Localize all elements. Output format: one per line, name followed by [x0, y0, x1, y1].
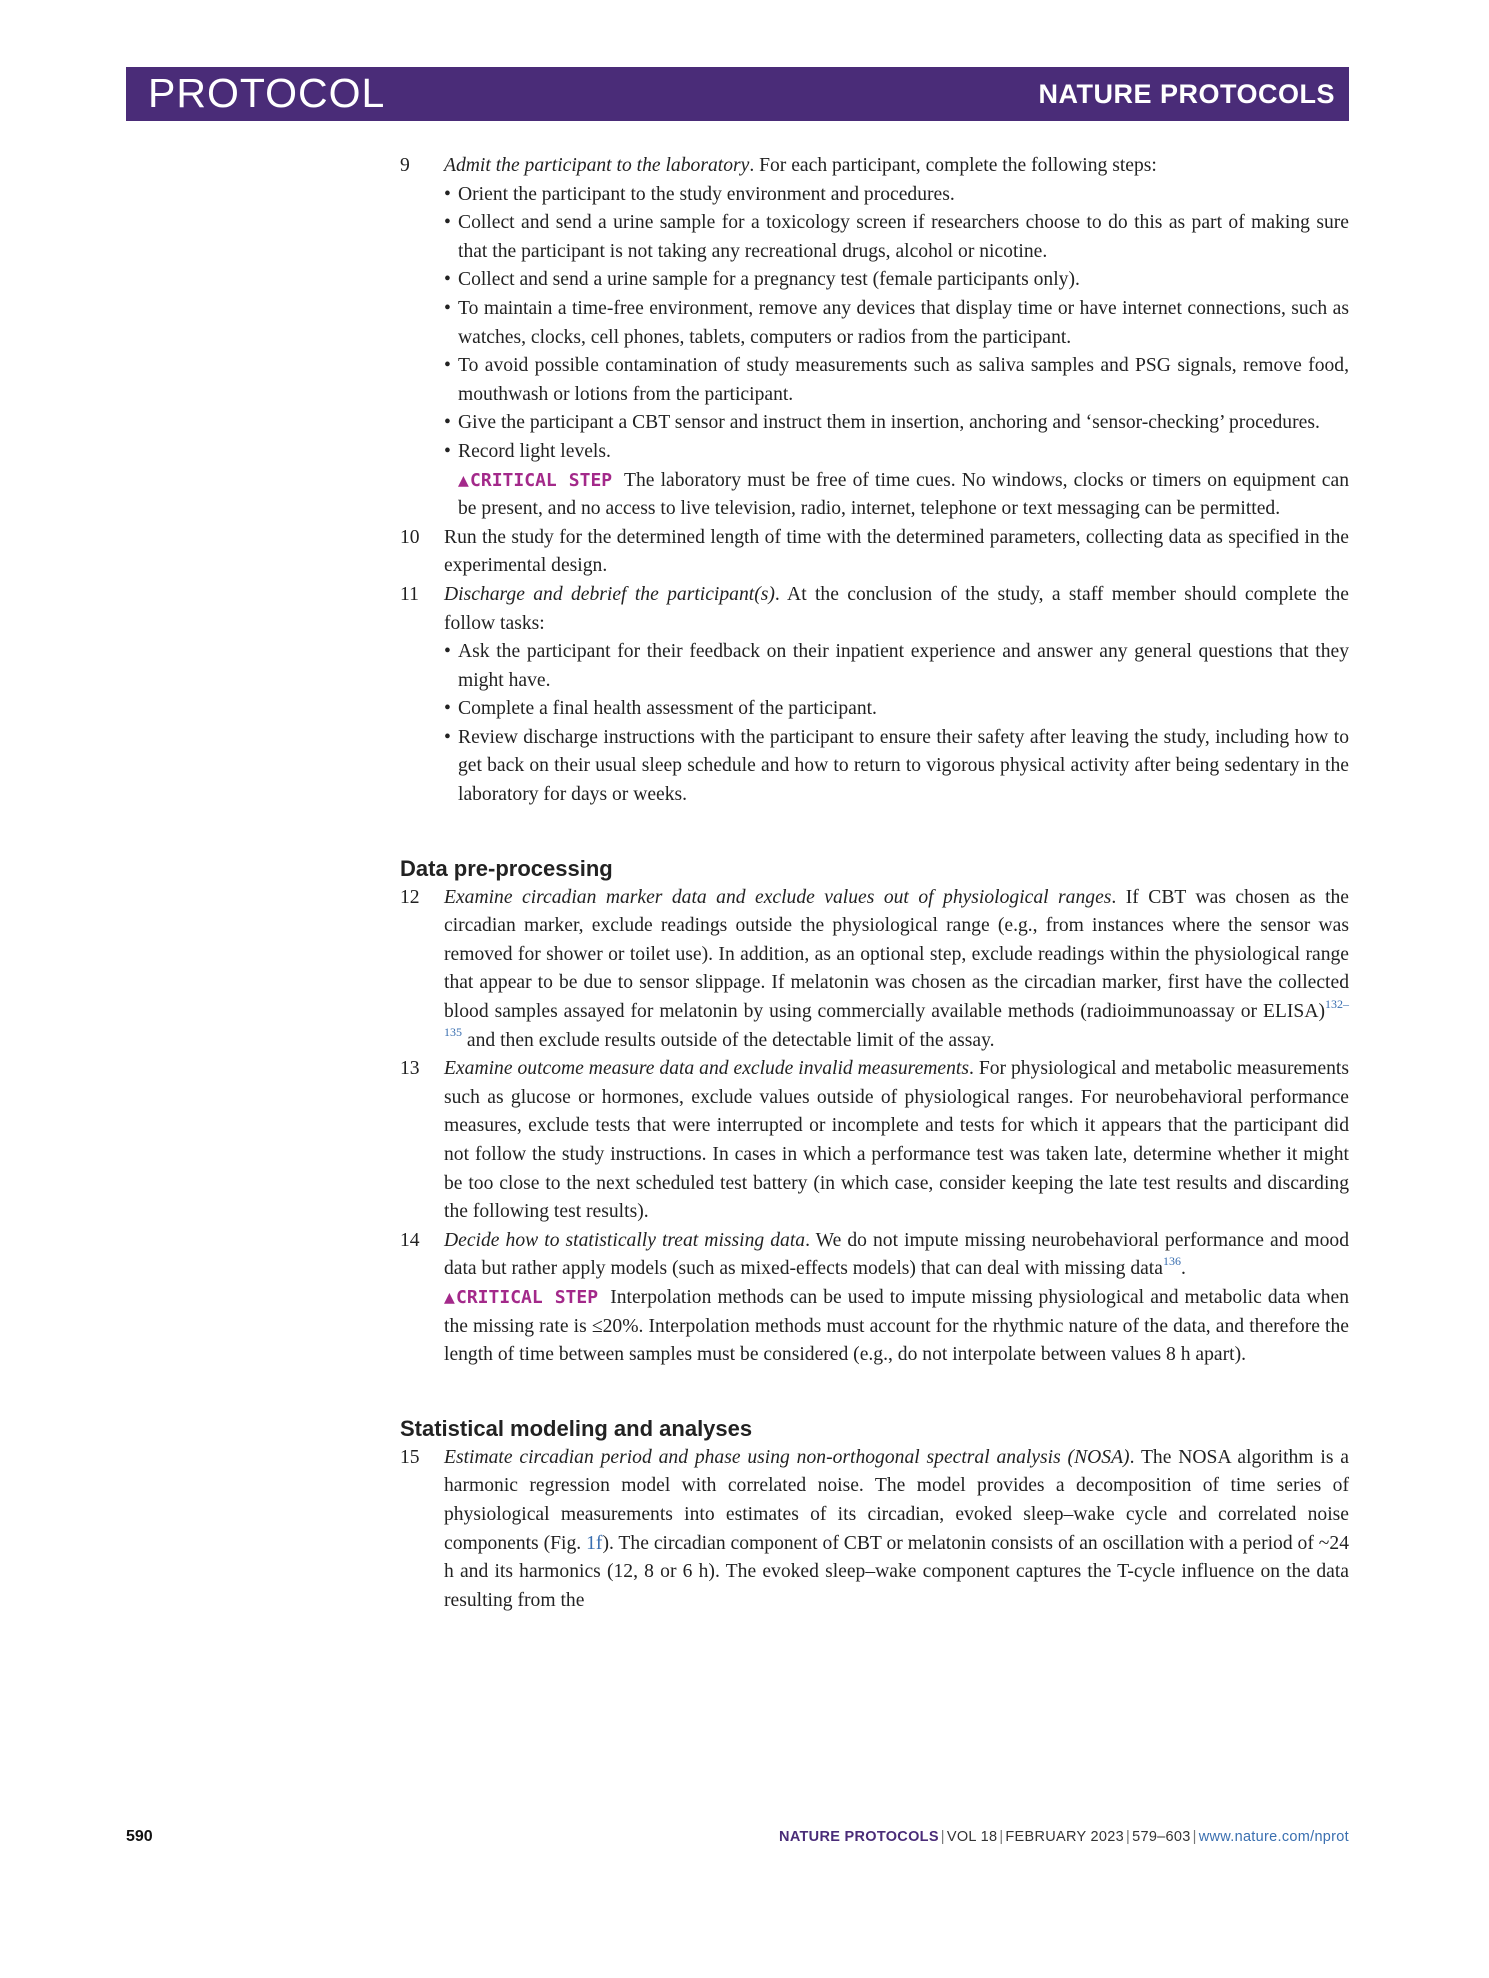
bullet-item: • Complete a final health assessment of the participant.	[444, 695, 1349, 724]
step-11	[400, 581, 1349, 810]
step-title: Examine circadian marker data and exclude values out of physiological ranges	[444, 886, 1112, 908]
footer-journal: NATURE PROTOCOLS	[779, 1829, 939, 1845]
step-text	[444, 1055, 1349, 1227]
step-text: Run the study for the determined length of time with the determined parameters, collecting data as specified in the experimental design.	[444, 526, 1349, 577]
bullet-item: • Record light levels.	[444, 438, 1349, 467]
step-body: . If CBT was chosen as the circadian marker, exclude readings outside the physiological range (e.g., from instances where the sensor was removed for shower or toilet use). In addition, as an optional step, exclude readings within the physiological range that appear to be due to sensor slippage. If melatonin was chosen as the circadian marker, first have the collected blood samples assayed for melatonin by using commercially available methods (radioimmunoassay or ELISA)	[444, 886, 1350, 1023]
critical-step-note	[444, 467, 1349, 524]
critical-step-text: The laboratory must be free of time cues. No windows, clocks or timers on equipment can be present, and no access to live television, radio, internet, telephone or text messaging can be permitted.	[458, 469, 1349, 520]
step-number: 11	[400, 583, 419, 605]
critical-step-label: ▲CRITICAL STEP	[444, 1286, 599, 1308]
bullet-item: • To avoid possible contamination of study measurements such as saliva samples and PSG signals, remove food, mouthwash or lotions from the participant.	[444, 352, 1349, 409]
step-title: Decide how to statistically treat missing data	[444, 1229, 806, 1251]
step-text	[444, 1227, 1349, 1284]
figure-link[interactable]: 1f	[586, 1532, 603, 1554]
step-title: Estimate circadian period and phase using non-orthogonal spectral analysis (NOSA)	[444, 1446, 1130, 1468]
section-heading-pre-processing: Data pre-processing	[400, 855, 613, 881]
step-text	[444, 152, 1349, 181]
step-15	[400, 1444, 1349, 1616]
step-text	[444, 581, 1349, 638]
step-10	[400, 524, 1349, 581]
step-title: Discharge and debrief the participant(s)	[444, 583, 775, 605]
reference-citation[interactable]: 136	[1162, 1253, 1181, 1268]
critical-step-text: Interpolation methods can be used to impute missing physiological and metabolic data when the missing rate is ≤20%. Interpolation methods must account for the rhythmic nature of the data, and therefore the length of time between samples must be considered (e.g., do not interpolate between values 8 h apart).	[444, 1286, 1350, 1366]
step-number: 9	[400, 155, 410, 176]
bullet-item: • Ask the participant for their feedback on their inpatient experience and answer any general questions that they might have.	[444, 638, 1349, 695]
section-heading-statistical-modeling: Statistical modeling and analyses	[400, 1415, 753, 1441]
bullet-item: • Collect and send a urine sample for a toxicology screen if researchers choose to do this as part of making sure that the participant is not taking any recreational drugs, alcohol or nicotine.	[444, 209, 1349, 266]
step-body: . We do not impute missing neurobehavioral performance and mood data but rather apply models (such as mixed-effects models) that can deal with missing data	[444, 1229, 1349, 1280]
step-13	[400, 1055, 1349, 1227]
step-title: Examine outcome measure data and exclude invalid measurements	[444, 1058, 969, 1080]
step-number: 15	[400, 1446, 420, 1468]
step-body: . For each participant, complete the following steps:	[749, 155, 1157, 176]
step-title: Admit the participant to the laboratory	[444, 155, 750, 176]
page-number: 590	[126, 1828, 153, 1845]
step-number: 10	[400, 526, 420, 548]
bullet-item: • Give the participant a CBT sensor and instruct them in insertion, anchoring and ‘sensor-checking’ procedures.	[444, 409, 1349, 438]
critical-step-note	[444, 1284, 1349, 1370]
step-14	[400, 1227, 1349, 1370]
bullet-item: • Collect and send a urine sample for a pregnancy test (female participants only).	[444, 266, 1349, 295]
article-type-label: PROTOCOL	[148, 70, 386, 116]
bullet-item: • To maintain a time-free environment, remove any devices that display time or have internet connections, such as watches, clocks, cell phones, tablets, computers or radios from the participant.	[444, 295, 1349, 352]
step-number: 13	[400, 1058, 420, 1080]
header-banner	[126, 67, 1349, 121]
step-text	[444, 884, 1349, 1056]
footer-url-link[interactable]: www.nature.com/nprot	[1198, 1829, 1349, 1845]
step-12	[400, 884, 1349, 1056]
page-footer	[126, 1828, 1349, 1852]
step-number: 14	[400, 1229, 420, 1251]
step-body-end: and then exclude results outside of the detectable limit of the assay.	[462, 1029, 995, 1051]
bullet-item: • Orient the participant to the study environment and procedures.	[444, 181, 1349, 210]
step-9	[400, 152, 1349, 524]
step-body: . The NOSA algorithm is a harmonic regression model with correlated noise. The model provides a decomposition of time series of physiological measurements into estimates of its circadian, evoked sleep–wake cycle and correlated noise components (Fig.	[444, 1446, 1349, 1554]
footer-citation: NATURE PROTOCOLS | VOL 18 | FEBRUARY 2023 | 579–603 | www.nature.com/nprot	[779, 1829, 1349, 1845]
bullet-item: • Review discharge instructions with the participant to ensure their safety after leaving the study, including how to get back on their usual sleep schedule and how to return to vigorous physical activity after being sedentary in the laboratory for days or weeks.	[444, 724, 1349, 810]
step-body: . For physiological and metabolic measurements such as glucose or hormones, exclude values outside of physiological ranges. For neurobehavioral performance measures, exclude tests that were interrupted or incomplete and tests for which it appears that the participant did not follow the study instructions. In cases in which a performance test was taken late, determine whether it might be too close to the next scheduled test battery (in which case, consider keeping the late test results and discarding the following test results).	[444, 1058, 1350, 1223]
step-body-end: .	[1180, 1258, 1186, 1280]
main-content	[400, 152, 1349, 1615]
journal-name: NATURE PROTOCOLS	[1038, 79, 1335, 109]
critical-step-label: ▲CRITICAL STEP	[458, 469, 613, 491]
step-body-end: ). The circadian component of CBT or melatonin consists of an oscillation with a period of ~24 h and its harmonics (12, 8 or 6 h). The evoked sleep–wake component captures the T-cycle influence on the data resulting from the	[444, 1532, 1349, 1611]
step-body: . At the conclusion of the study, a staff member should complete the follow tasks:	[444, 583, 1349, 634]
reference-citation[interactable]: 132–135	[444, 996, 1349, 1040]
footer-date: FEBRUARY 2023	[1005, 1829, 1125, 1845]
step-text	[444, 1444, 1349, 1616]
footer-pages: 579–603	[1132, 1829, 1191, 1845]
footer-volume: VOL 18	[946, 1829, 998, 1845]
step-number: 12	[400, 886, 420, 908]
